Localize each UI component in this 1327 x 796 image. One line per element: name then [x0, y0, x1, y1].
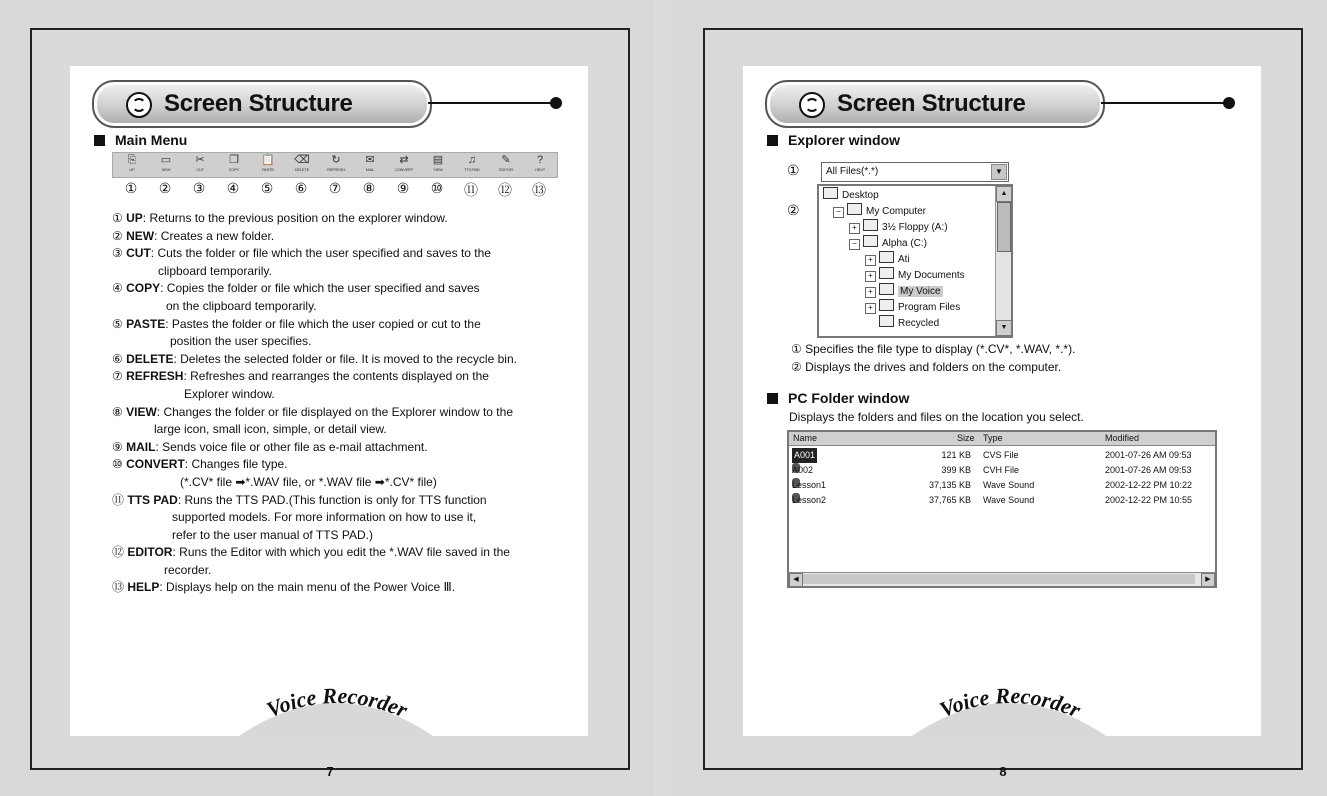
file-size: 121 KB	[941, 450, 971, 460]
page-frame	[703, 28, 1303, 779]
file-row[interactable]	[789, 448, 1215, 463]
item-text-continued: recorder.	[164, 562, 212, 577]
folder-tree	[817, 184, 1013, 338]
toolbar-button-label: DELETE	[294, 167, 310, 172]
view-icon: ▤	[432, 154, 444, 166]
item-number: ⑪	[112, 492, 125, 507]
item-number: ⑧	[112, 404, 123, 419]
tree-item-ati[interactable]	[865, 251, 910, 267]
column-name[interactable]: Name	[793, 433, 818, 443]
toolbar-number: ⑧	[362, 180, 376, 196]
marker-2: ②	[787, 202, 800, 218]
page-sheet	[743, 66, 1261, 779]
toolbar-number: ⑥	[294, 180, 308, 196]
file-row[interactable]	[789, 493, 1215, 508]
menu-item-refresh	[112, 368, 582, 403]
toolbar-button-label: REFRESH	[327, 167, 345, 172]
toolbar-number: ④	[226, 180, 240, 196]
toolbar-button-label: NEW	[161, 167, 171, 172]
menu-item-convert	[112, 456, 582, 491]
toolbar-button-label: COPY	[228, 167, 240, 172]
item-text: : Displays help on the main menu of the Power Voice Ⅲ.	[159, 580, 456, 595]
tree-item-my-voice[interactable]	[865, 283, 943, 299]
cut-icon: ✂	[195, 154, 205, 166]
menu-item-paste	[112, 316, 582, 351]
folder-icon	[863, 235, 878, 247]
page-right	[673, 0, 1327, 796]
tree-item-recycled[interactable]	[879, 315, 939, 331]
item-name: HELP	[127, 580, 160, 595]
screen-structure-icon	[799, 92, 825, 118]
item-text: : Changes file type.	[184, 457, 288, 472]
item-name: REFRESH	[126, 369, 184, 384]
delete-icon: ⌫	[294, 154, 310, 166]
dropdown-arrow-icon[interactable]: ▼	[991, 164, 1007, 180]
item-name: COPY	[126, 281, 161, 296]
main-menu-toolbar	[112, 152, 558, 178]
item-text: : Refreshes and rearranges the contents displayed on the	[183, 369, 489, 384]
tree-item-my-documents[interactable]	[865, 267, 965, 283]
item-text: : Changes the folder or file displayed on the Explorer window to the	[156, 404, 513, 419]
toolbar-number: ⑬	[532, 182, 546, 198]
file-row[interactable]	[789, 478, 1215, 493]
tree-item-alpha-c[interactable]	[849, 235, 927, 251]
toolbar-button-convert[interactable]	[389, 154, 419, 176]
item-number: ⑥	[112, 351, 123, 366]
toolbar-button-label: PASTE	[262, 167, 274, 172]
toolbar-button-refresh[interactable]	[321, 154, 351, 176]
file-name: A002	[792, 465, 814, 475]
tts-pad-icon: ♫	[467, 154, 477, 166]
toolbar-button-mail[interactable]	[355, 154, 385, 176]
header-rule	[1101, 102, 1227, 104]
toolbar-button-label: CUT	[196, 167, 204, 172]
tree-vertical-scrollbar[interactable]	[995, 186, 1011, 336]
header-rule-dot	[1223, 97, 1235, 109]
collapse-icon[interactable]: −	[849, 239, 860, 250]
scroll-right-icon[interactable]: ▶	[1201, 573, 1215, 587]
item-number: ⑩	[112, 457, 123, 472]
folder-icon	[823, 187, 838, 199]
toolbar-number: ①	[124, 180, 138, 196]
help-icon: ?	[536, 154, 544, 166]
file-modified: 2001-07-26 AM 09:53	[1105, 465, 1192, 475]
item-text-continued: clipboard temporarily.	[158, 263, 272, 278]
item-text: : Pastes the folder or file which the user copied or cut to the	[165, 316, 481, 331]
page-number: 8	[999, 764, 1007, 779]
toolbar-number: ③	[192, 180, 206, 196]
file-name: A001	[792, 448, 817, 463]
scroll-thumb[interactable]	[803, 574, 1195, 584]
tree-item-label: My Documents	[898, 270, 965, 281]
item-text: : Cuts the folder or file which the user specified and saves to the	[150, 246, 491, 261]
item-text-continued: position the user specifies.	[170, 334, 312, 349]
section-bullet-icon	[767, 393, 778, 404]
folder-icon	[879, 299, 894, 311]
folder-icon	[879, 283, 894, 295]
folder-icon	[879, 251, 894, 263]
section-explorer-window	[767, 132, 900, 148]
tree-item-label: Recycled	[898, 318, 940, 329]
item-number: ③	[112, 246, 123, 261]
convert-icon: ⇄	[399, 154, 409, 166]
section-title: Explorer window	[788, 132, 901, 148]
toolbar-button-paste[interactable]	[253, 154, 283, 176]
toolbar-button-view[interactable]	[423, 154, 453, 176]
file-size: 37,765 KB	[928, 495, 971, 505]
item-name: EDITOR	[127, 545, 173, 560]
file-name: Lesson2	[792, 495, 827, 505]
toolbar-number: ⑤	[260, 180, 274, 196]
tree-item-label: Ati	[898, 254, 910, 265]
toolbar-button-copy[interactable]	[219, 154, 249, 176]
toolbar-button-editor[interactable]	[491, 154, 521, 176]
toolbar-number: ⑦	[328, 180, 342, 196]
menu-item-up	[112, 210, 582, 228]
toolbar-number: ⑨	[396, 180, 410, 196]
toolbar-button-up[interactable]	[117, 154, 147, 176]
tree-item-label: 3½ Floppy (A:)	[882, 222, 948, 233]
header-banner	[92, 80, 432, 128]
item-text-continued: Explorer window.	[184, 386, 275, 401]
page-left	[0, 0, 654, 796]
item-number: ④	[112, 281, 123, 296]
column-size[interactable]: Size	[957, 433, 975, 443]
item-name: VIEW	[126, 404, 157, 419]
expand-icon[interactable]: +	[865, 271, 876, 282]
menu-item-cut	[112, 245, 582, 280]
header-rule	[428, 102, 554, 104]
voice-recorder-logo	[226, 680, 446, 740]
toolbar-button-new[interactable]	[151, 154, 181, 176]
page-number: 7	[326, 764, 334, 779]
section-bullet-icon	[767, 135, 778, 146]
scroll-down-icon[interactable]: ▼	[996, 320, 1012, 336]
expand-icon[interactable]: +	[865, 303, 876, 314]
copy-icon: ❐	[229, 154, 239, 166]
tree-item-program-files[interactable]	[865, 299, 960, 315]
tree-item-label: Desktop	[842, 190, 879, 201]
toolbar-number: ②	[158, 180, 172, 196]
item-number: ⑤	[112, 316, 123, 331]
new-icon: ▭	[160, 154, 172, 166]
section-bullet-icon	[94, 135, 105, 146]
item-text-continued: (*.CV* file ➡*.WAV file, or *.WAV file ➡*.CV* file)	[180, 474, 437, 489]
toolbar-number: ⑪	[464, 182, 478, 198]
page-sheet	[70, 66, 588, 779]
explorer-desc-1: ① Specifies the file type to display (*.CV*, *.WAV, *.*).	[791, 342, 1076, 356]
file-name: Lesson1	[792, 480, 827, 490]
item-number: ②	[112, 228, 123, 243]
logo-text: Voice Recorder	[935, 682, 1085, 723]
file-modified: 2001-07-26 AM 09:53	[1105, 450, 1192, 460]
folder-icon	[879, 267, 894, 279]
file-size: 399 KB	[941, 465, 971, 475]
scroll-left-icon[interactable]: ◀	[789, 573, 803, 587]
scroll-thumb[interactable]	[997, 202, 1011, 252]
toolbar-button-label: HELP	[535, 167, 545, 172]
toolbar-button-help[interactable]	[525, 154, 555, 176]
file-modified: 2002-12-22 PM 10:55	[1105, 495, 1193, 505]
list-header	[789, 432, 1215, 446]
screen-structure-icon	[126, 92, 152, 118]
item-name: CUT	[126, 246, 151, 261]
item-name: CONVERT	[126, 457, 185, 472]
item-text-continued: supported models. For more information on how to use it,	[172, 510, 477, 525]
header-title: Screen Structure	[837, 90, 1026, 117]
file-type-value: All Files(*.*)	[826, 166, 879, 177]
toolbar-number: ⑫	[498, 182, 512, 198]
item-name: NEW	[126, 228, 155, 243]
header-title: Screen Structure	[164, 90, 353, 117]
item-text: : Sends voice file or other file as e-mail attachment.	[155, 439, 428, 454]
toolbar-button-label: UP	[129, 167, 135, 172]
header-rule-dot	[550, 97, 562, 109]
collapse-icon[interactable]: −	[833, 207, 844, 218]
folder-icon	[863, 219, 878, 231]
expand-icon[interactable]: +	[865, 287, 876, 298]
expand-icon[interactable]: +	[865, 255, 876, 266]
menu-item-copy	[112, 280, 582, 315]
tree-item-label: Program Files	[898, 302, 961, 313]
refresh-icon: ↻	[331, 154, 341, 166]
item-text: : Deletes the selected folder or file. It is moved to the recycle bin.	[173, 351, 517, 366]
paste-icon: 📋	[261, 154, 275, 166]
item-name: TTS PAD	[127, 492, 178, 507]
tree-item-3-floppy-a[interactable]	[849, 219, 948, 235]
logo-text: Voice Recorder	[262, 682, 412, 723]
menu-description-list	[112, 210, 582, 597]
up-icon: ⎘	[127, 154, 137, 166]
item-text-continued: on the clipboard temporarily.	[166, 298, 317, 313]
menu-item-help	[112, 579, 582, 597]
toolbar-button-label: TTS PAD	[464, 167, 480, 172]
pc-folder-desc: Displays the folders and files on the location you select.	[789, 410, 1084, 424]
tree-item-desktop[interactable]	[823, 187, 879, 203]
file-type: CVH File	[983, 465, 1020, 475]
list-horizontal-scrollbar[interactable]	[789, 572, 1215, 586]
item-text: : Copies the folder or file which the user specified and saves	[160, 281, 480, 296]
toolbar-button-tts-pad[interactable]	[457, 154, 487, 176]
menu-item-view	[112, 404, 582, 439]
editor-icon: ✎	[501, 154, 511, 166]
folder-icon	[847, 203, 862, 215]
toolbar-button-label: EDITOR	[499, 167, 513, 172]
menu-item-mail	[112, 439, 582, 457]
item-number: ⑬	[112, 580, 125, 595]
voice-recorder-logo	[899, 680, 1119, 740]
item-text: : Returns to the previous position on the explorer window.	[142, 211, 448, 225]
toolbar-button-cut[interactable]	[185, 154, 215, 176]
expand-icon[interactable]: +	[849, 223, 860, 234]
item-name: MAIL	[126, 439, 156, 454]
marker-1: ①	[787, 162, 800, 178]
item-text: : Runs the TTS PAD.(This function is only for TTS function	[177, 492, 487, 507]
item-text-continued: large icon, small icon, simple, or detail view.	[154, 422, 387, 437]
item-number: ⑨	[112, 439, 123, 454]
section-pc-folder-window	[767, 390, 909, 406]
file-type: CVS File	[983, 450, 1019, 460]
menu-item-editor	[112, 544, 582, 579]
toolbar-button-delete[interactable]	[287, 154, 317, 176]
toolbar-button-label: MAIL	[365, 167, 375, 172]
tree-item-label: My Computer	[866, 206, 927, 217]
file-modified: 2002-12-22 PM 10:22	[1105, 480, 1193, 490]
item-number: ⑫	[112, 545, 125, 560]
tree-item-label: My Voice	[900, 286, 941, 297]
section-title: PC Folder window	[788, 390, 910, 406]
header-banner	[765, 80, 1105, 128]
section-main-menu	[94, 132, 187, 148]
item-name: DELETE	[126, 351, 174, 366]
menu-item-delete	[112, 351, 582, 369]
file-type: Wave Sound	[983, 495, 1035, 505]
item-text: : Creates a new folder.	[154, 228, 275, 243]
file-type-select[interactable]	[821, 162, 1009, 182]
item-number: ①	[112, 211, 123, 225]
item-number: ⑦	[112, 369, 123, 384]
tree-item-my-computer[interactable]	[833, 203, 926, 219]
menu-item-new	[112, 228, 582, 246]
toolbar-button-label: VIEW	[433, 167, 443, 172]
scroll-up-icon[interactable]: ▲	[996, 186, 1012, 202]
mail-icon: ✉	[365, 154, 375, 166]
item-name: PASTE	[126, 316, 166, 331]
tree-item-label: Alpha (C:)	[882, 238, 928, 249]
column-modified[interactable]: Modified	[1105, 433, 1140, 443]
toolbar-button-label: CONVERT	[394, 167, 414, 172]
section-title: Main Menu	[115, 132, 188, 148]
page-frame	[30, 28, 630, 779]
folder-icon	[879, 315, 894, 327]
item-text-continued: refer to the user manual of TTS PAD.)	[172, 527, 373, 542]
explorer-desc-2: ② Displays the drives and folders on the computer.	[791, 360, 1062, 374]
menu-item-tts-pad	[112, 492, 582, 545]
file-type: Wave Sound	[983, 480, 1035, 490]
file-size: 37,135 KB	[928, 480, 971, 490]
item-name: UP	[126, 211, 143, 225]
file-row[interactable]	[789, 463, 1215, 478]
pc-folder-list	[787, 430, 1217, 588]
column-type[interactable]: Type	[983, 433, 1003, 443]
item-text: : Runs the Editor with which you edit the *.WAV file saved in the	[172, 545, 510, 560]
toolbar-number: ⑩	[430, 180, 444, 196]
